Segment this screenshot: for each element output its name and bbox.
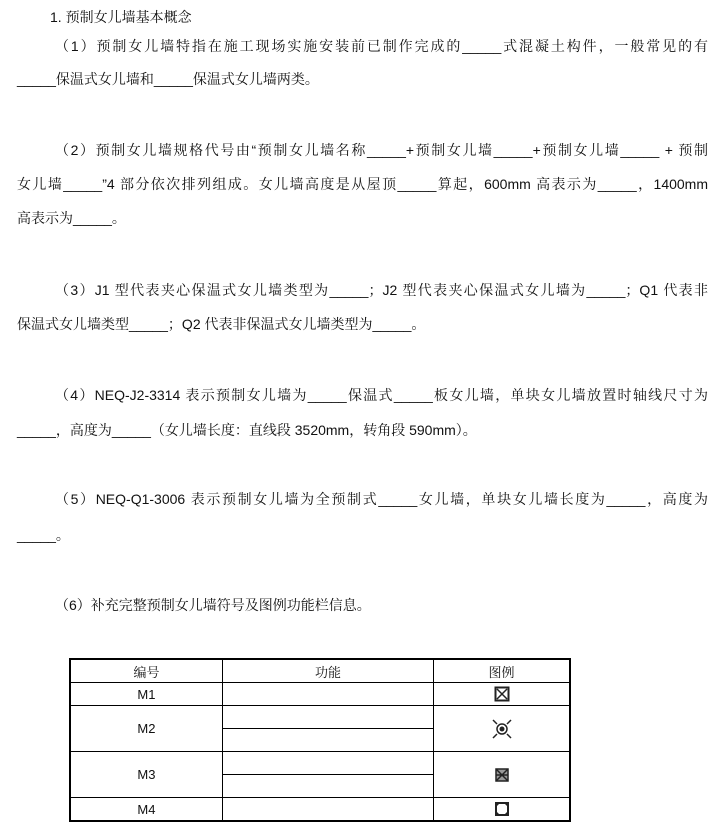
q1-line2: _____保温式女儿墙和_____保温式女儿墙两类。 — [17, 71, 319, 87]
table-row — [70, 798, 570, 822]
q1-line1: （1）预制女儿墙特指在施工现场实施安装前已制作完成的_____式混凝土构件，一般常见的有 — [55, 38, 708, 54]
function-cell[interactable] — [222, 706, 433, 729]
q3-line1: （3）J1 型代表夹心保温式女儿墙类型为_____；J2 型代表夹心保温式女儿墙为_____；Q1 代表非 — [55, 282, 708, 298]
circle-cross-symbol-icon — [491, 718, 513, 740]
row-code: M1 — [70, 683, 222, 706]
header-legend: 图例 — [434, 659, 571, 683]
header-function: 功能 — [222, 659, 433, 683]
table-header-row — [70, 659, 570, 683]
row-code: M4 — [70, 798, 222, 822]
square-octagon-symbol-icon — [494, 801, 510, 817]
square-x-symbol-icon — [494, 686, 510, 702]
q5-line1: （5）NEQ-Q1-3006 表示预制女儿墙为全预制式_____女儿墙，单块女儿墙长度为_____，高度为 — [55, 491, 708, 507]
table-row — [70, 683, 570, 706]
section-heading: 1. 预制女儿墙基本概念 — [50, 9, 192, 25]
symbol-table — [69, 658, 571, 822]
table-row — [70, 706, 570, 729]
q2-line2: 女儿墙_____”4 部分依次排列组成。女儿墙高度是从屋顶_____算起，600mm 高表示为_____，1400mm — [17, 176, 708, 192]
q3-line2: 保温式女儿墙类型_____；Q2 代表非保温式女儿墙类型为_____。 — [17, 316, 426, 332]
row-code: M3 — [70, 752, 222, 798]
function-cell[interactable] — [222, 798, 433, 822]
q6-line1: （6）补充完整预制女儿墙符号及图例功能栏信息。 — [55, 597, 371, 613]
table-row — [70, 752, 570, 775]
function-cell[interactable] — [222, 752, 433, 775]
hatched-square-symbol-icon — [495, 768, 509, 782]
function-cell[interactable] — [222, 729, 433, 752]
q2-line1: （2）预制女儿墙规格代号由“预制女儿墙名称_____+预制女儿墙_____+预制女儿墙_____ + 预制 — [55, 142, 708, 158]
function-cell[interactable] — [222, 775, 433, 798]
q2-line3: 高表示为_____。 — [17, 210, 126, 226]
function-cell[interactable] — [222, 683, 433, 706]
header-code: 编号 — [70, 659, 222, 683]
q4-line2: _____，高度为_____（女儿墙长度：直线段 3520mm，转角段 590mm）。 — [17, 422, 477, 438]
q4-line1: （4）NEQ-J2-3314 表示预制女儿墙为_____保温式_____板女儿墙，单块女儿墙放置时轴线尺寸为 — [55, 387, 708, 403]
q5-line2: _____。 — [17, 527, 70, 543]
row-code: M2 — [70, 706, 222, 752]
